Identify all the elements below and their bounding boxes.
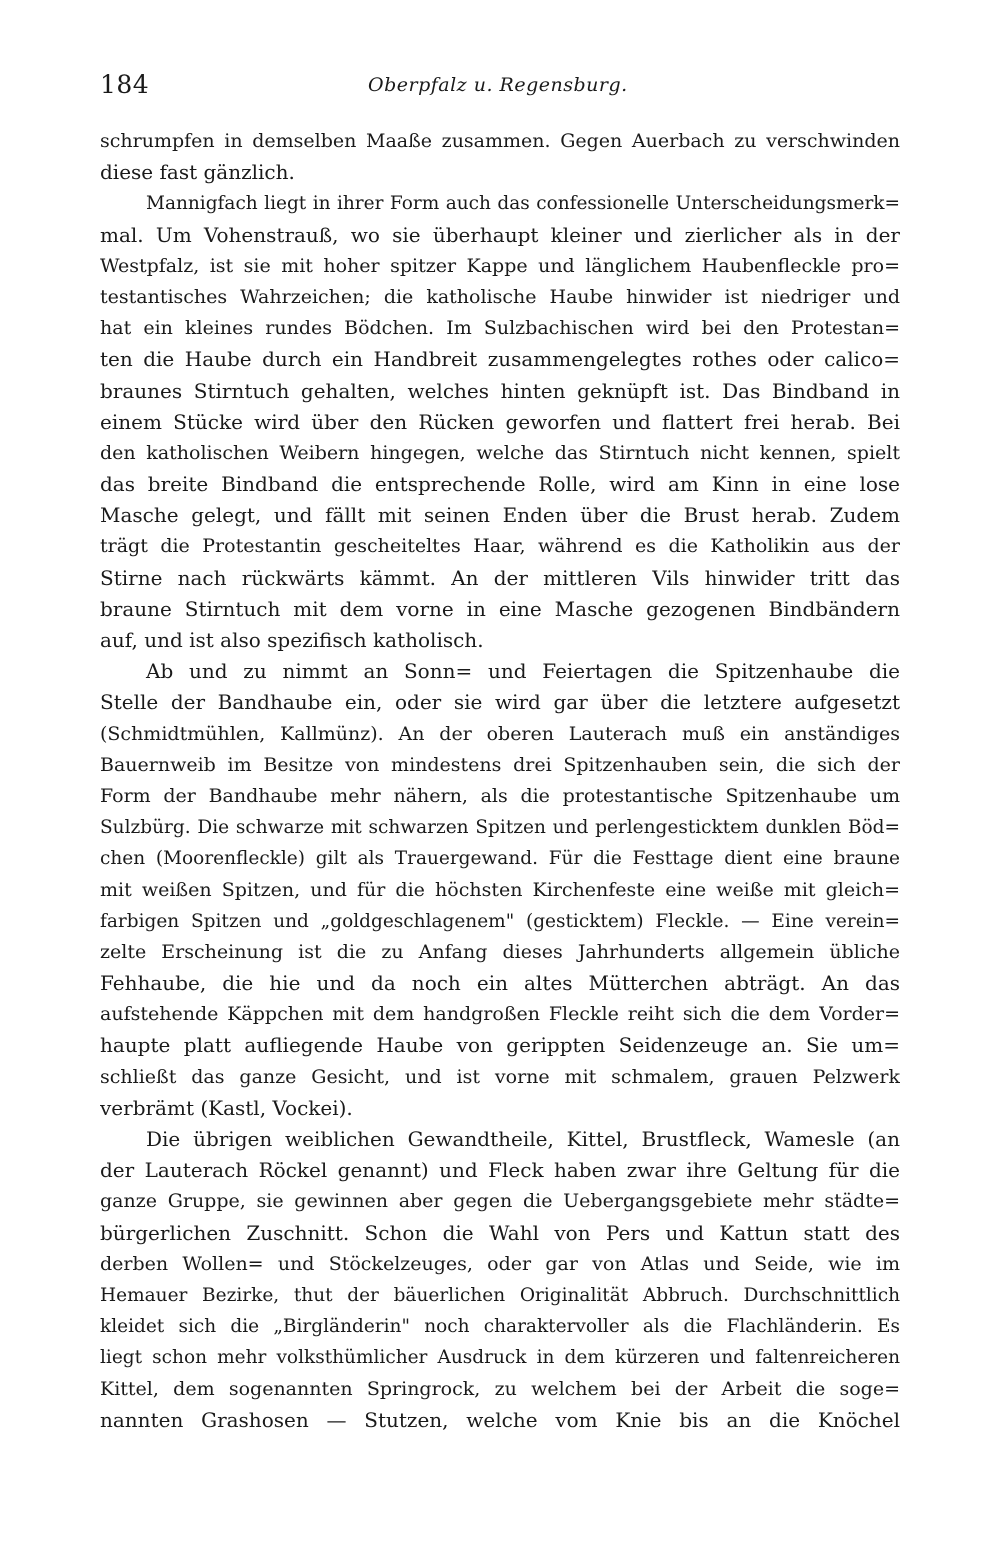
text-line: braunes Stirntuch gehalten, welches hinten geknüpft ist. Das Bindband in xyxy=(100,378,900,403)
text-line: Stelle der Bandhaube ein, oder sie wird gar über die letztere aufgesetzt xyxy=(100,690,900,715)
text-line: aufstehende Käppchen mit dem handgroßen Fleckle reiht sich die dem Vorder= xyxy=(100,1003,900,1026)
text-line: Bauernweib im Besitze von mindestens drei Spitzenhauben sein, die sich der xyxy=(100,753,900,776)
text-line: den katholischen Weibern hingegen, welche das Stirntuch nicht kennen, spielt xyxy=(100,441,900,464)
text-line: haupte platt aufliegende Haube von gerippten Seidenzeuge an. Sie um= xyxy=(100,1033,900,1058)
body-text xyxy=(100,126,900,1436)
text-line: mit weißen Spitzen, und für die höchsten Kirchenfeste eine weiße mit gleich= xyxy=(100,878,900,901)
text-line: derben Wollen= und Stöckelzeuges, oder gar von Atlas und Seide, wie im xyxy=(100,1252,900,1275)
text-line: chen (Moorenfleckle) gilt als Trauergewand. Für die Festtage dient eine braune xyxy=(100,848,900,870)
page-number: 184 xyxy=(100,70,150,99)
text-line: braune Stirntuch mit dem vorne in eine Masche gezogenen Bindbändern xyxy=(100,596,900,621)
text-line: Masche gelegt, und fällt mit seinen Enden über die Brust herab. Zudem xyxy=(100,503,900,528)
text-line: kleidet sich die „Birgländerin" noch charaktervoller als die Flachländerin. Es xyxy=(100,1316,900,1338)
text-line: Die übrigen weiblichen Gewandtheile, Kittel, Brustfleck, Wamesle (an xyxy=(146,1127,900,1151)
text-line: Westpfalz, ist sie mit hoher spitzer Kappe und länglichem Haubenfleckle pro= xyxy=(100,254,900,277)
text-line: das breite Bindband die entsprechende Rolle, wird am Kinn in eine lose xyxy=(100,472,900,497)
text-line: Form der Bandhaube mehr nähern, als die protestantische Spitzenhaube um xyxy=(100,784,900,807)
text-line: farbigen Spitzen und „goldgeschlagenem" (gesticktem) Fleckle. — Eine verein= xyxy=(100,910,900,932)
text-line: Mannigfach liegt in ihrer Form auch das confessionelle Unterscheidungsmerk= xyxy=(146,193,900,215)
running-head xyxy=(100,70,900,110)
text-line: hat ein kleines rundes Bödchen. Im Sulzbachischen wird bei den Protestan= xyxy=(100,317,900,340)
text-line: liegt schon mehr volksthümlicher Ausdruck in dem kürzeren und faltenreicheren xyxy=(100,1347,900,1369)
text-line: Kittel, dem sogenannten Springrock, zu welchem bei der Arbeit die soge= xyxy=(100,1377,900,1400)
text-line: einem Stücke wird über den Rücken geworfen und flattert frei herab. Bei xyxy=(100,409,900,434)
running-title: Oberpfalz u. Regensburg. xyxy=(368,74,628,96)
text-line: mal. Um Vohenstrauß, wo sie überhaupt kleiner und zierlicher als in der xyxy=(100,222,900,247)
text-line: ten die Haube durch ein Handbreit zusammengelegtes rothes oder calico= xyxy=(100,347,900,372)
text-line: der Lauterach Röckel genannt) und Fleck haben zwar ihre Geltung für die xyxy=(100,1158,900,1183)
text-line: Fehhaube, die hie und da noch ein altes Mütterchen abträgt. An das xyxy=(100,971,900,996)
text-line: verbrämt (Kastl, Vockei). xyxy=(100,1095,353,1120)
text-line: nannten Grashosen — Stutzen, welche vom Knie bis an die Knöchel xyxy=(100,1407,900,1432)
text-line: Stirne nach rückwärts kämmt. An der mittleren Vils hinwider tritt das xyxy=(100,565,900,590)
text-line: schließt das ganze Gesicht, und ist vorne mit schmalem, grauen Pelzwerk xyxy=(100,1065,900,1088)
text-line: schrumpfen in demselben Maaße zusammen. Gegen Auerbach zu verschwinden xyxy=(100,130,900,152)
text-line: diese fast gänzlich. xyxy=(100,160,295,185)
text-line: Sulzbürg. Die schwarze mit schwarzen Spitzen und perlengesticktem dunklen Böd= xyxy=(100,817,900,839)
text-line: ganze Gruppe, sie gewinnen aber gegen die Uebergangsgebiete mehr städte= xyxy=(100,1190,900,1213)
text-line: trägt die Protestantin gescheiteltes Haar, während es die Katholikin aus der xyxy=(100,535,900,558)
text-line: bürgerlichen Zuschnitt. Schon die Wahl von Pers und Kattun statt des xyxy=(100,1220,900,1245)
text-line: zelte Erscheinung ist die zu Anfang dieses Jahrhunderts allgemein übliche xyxy=(100,940,900,963)
text-line: (Schmidtmühlen, Kallmünz). An der oberen Lauterach muß ein anständiges xyxy=(100,722,900,745)
text-line: auf, und ist also spezifisch katholisch. xyxy=(100,628,484,652)
text-line: Hemauer Bezirke, thut der bäuerlichen Originalität Abbruch. Durchschnittlich xyxy=(100,1284,900,1306)
text-line: Ab und zu nimmt an Sonn= und Feiertagen die Spitzenhaube die xyxy=(146,659,900,684)
text-line: testantisches Wahrzeichen; die katholische Haube hinwider ist niedriger und xyxy=(100,285,900,308)
